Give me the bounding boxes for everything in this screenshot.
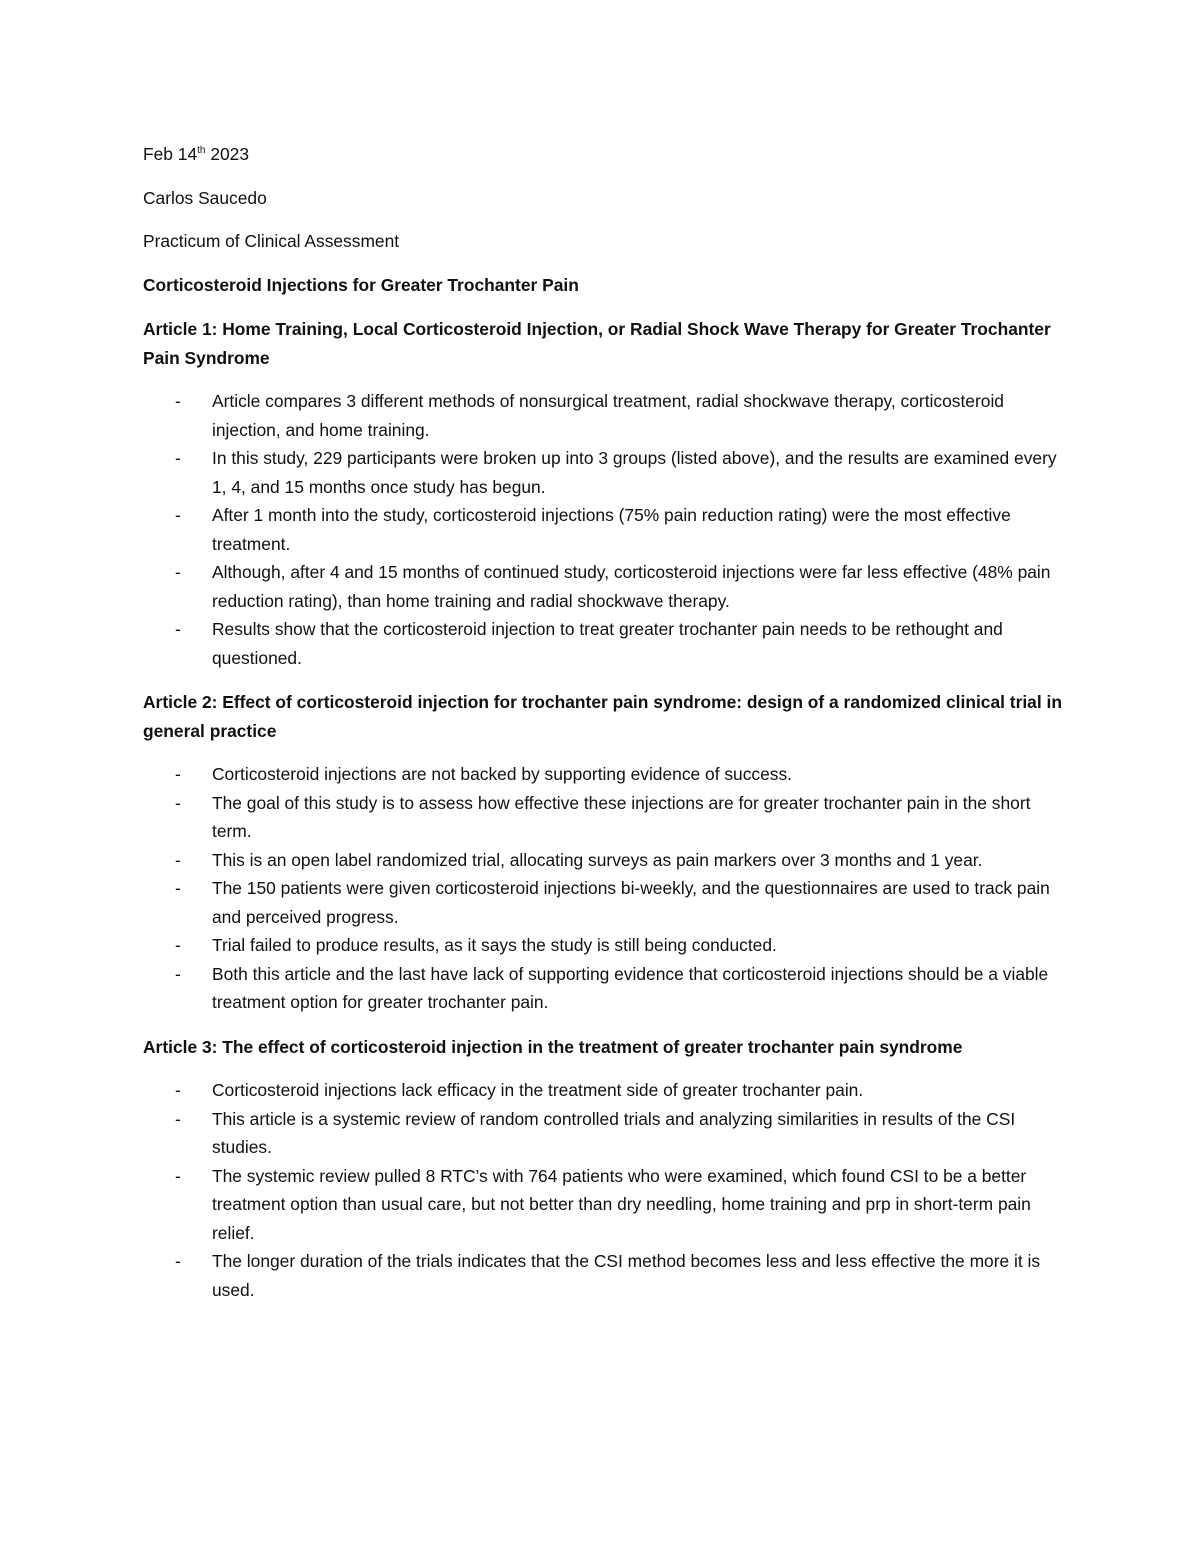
document-page <box>143 140 1063 1304</box>
bullet-text: This is an open label randomized trial, allocating surveys as pain markers over 3 months and 1 year. <box>212 849 983 870</box>
bullet-text: The systemic review pulled 8 RTC’s with 764 patients who were examined, which found CSI to be a better treatment option than usual care, but not better than dry needling, home training and prp in short-term pain relief. <box>212 1165 1031 1243</box>
bullet-item <box>143 874 1063 931</box>
date-superscript: th <box>197 145 206 157</box>
bullet-text: Corticosteroid injections lack efficacy in the treatment side of greater trochanter pain. <box>212 1080 864 1100</box>
bullet-text: Corticosteroid injections are not backed by supporting evidence of success. <box>212 764 793 784</box>
article-3 <box>143 1033 1063 1305</box>
bullet-item <box>143 931 1063 960</box>
article-bullets <box>143 387 1063 672</box>
bullet-item <box>143 1076 1063 1105</box>
bullet-dash: - <box>175 935 181 955</box>
bullet-text: In this study, 229 participants were broken up into 3 groups (listed above), and the results are examined every 1, 4, and 15 months once study has begun. <box>212 448 1057 497</box>
bullet-item <box>143 558 1063 615</box>
document-title: Corticosteroid Injections for Greater Trochanter Pain <box>143 274 579 295</box>
bullet-dash: - <box>175 878 181 898</box>
bullet-dash: - <box>175 1080 181 1100</box>
bullet-text: Results show that the corticosteroid injection to treat greater trochanter pain needs to be rethought and questioned. <box>212 619 1003 668</box>
author-name: Carlos Saucedo <box>143 187 267 208</box>
bullet-dash: - <box>175 448 181 468</box>
date-line <box>143 140 1063 169</box>
bullet-dash: - <box>175 963 181 984</box>
bullet-text: Article compares 3 different methods of nonsurgical treatment, radial shockwave therapy, corticosteroid injection, and home training. <box>212 391 1004 440</box>
bullet-dash: - <box>175 391 181 411</box>
bullet-text: The goal of this study is to assess how effective these injections are for greater trochanter pain in the short term. <box>212 792 1031 841</box>
bullet-item <box>143 960 1063 1017</box>
bullet-text: The 150 patients were given corticosteroid injections bi-weekly, and the questionnaires are used to track pain and perceived progress. <box>212 878 1050 927</box>
bullet-item <box>143 789 1063 846</box>
article-bullets <box>143 1076 1063 1304</box>
date-text: Feb 14 <box>143 144 198 164</box>
bullet-text: After 1 month into the study, corticosteroid injections (75% pain reduction rating) were the most effective treatment. <box>212 505 1011 554</box>
article-heading: Article 2: Effect of corticosteroid injection for trochanter pain syndrome: design of a randomized clinical trial in general practice <box>143 692 1062 741</box>
bullet-text: This article is a systemic review of random controlled trials and analyzing similarities in results of the CSI studies. <box>212 1108 1016 1157</box>
bullet-item <box>143 501 1063 558</box>
course-name: Practicum of Clinical Assessment <box>143 231 400 251</box>
bullet-dash: - <box>175 1165 181 1186</box>
bullet-dash: - <box>175 619 181 639</box>
bullet-item <box>143 1105 1063 1162</box>
bullet-dash: - <box>175 505 181 525</box>
bullet-dash: - <box>175 792 181 813</box>
bullet-dash: - <box>175 1108 181 1129</box>
article-1 <box>143 315 1063 672</box>
bullet-dash: - <box>175 764 181 784</box>
bullet-item <box>143 846 1063 875</box>
bullet-dash: - <box>175 562 181 582</box>
bullet-text: The longer duration of the trials indicates that the CSI method becomes less and less effective the more it is used. <box>212 1251 1041 1300</box>
article-bullets <box>143 760 1063 1017</box>
bullet-dash: - <box>175 1251 181 1271</box>
article-heading: Article 1: Home Training, Local Corticosteroid Injection, or Radial Shock Wave Therapy for Greater Trochanter Pain Syndrome <box>143 319 1051 368</box>
bullet-item <box>143 1247 1063 1304</box>
bullet-item <box>143 760 1063 789</box>
date-year: 2023 <box>205 144 250 164</box>
article-2 <box>143 688 1063 1017</box>
bullet-item <box>143 444 1063 501</box>
bullet-text: Trial failed to produce results, as it says the study is still being conducted. <box>212 935 777 955</box>
article-heading: Article 3: The effect of corticosteroid injection in the treatment of greater trochanter pain syndrome <box>143 1036 963 1057</box>
bullet-text: Both this article and the last have lack of supporting evidence that corticosteroid injections should be a viable treatment option for greater trochanter pain. <box>212 963 1049 1012</box>
bullet-item <box>143 387 1063 444</box>
bullet-item <box>143 1162 1063 1248</box>
bullet-text: Although, after 4 and 15 months of continued study, corticosteroid injections were far less effective (48% pain reduction rating), than home training and radial shockwave therapy. <box>212 562 1051 611</box>
bullet-dash: - <box>175 849 181 870</box>
bullet-item <box>143 615 1063 672</box>
